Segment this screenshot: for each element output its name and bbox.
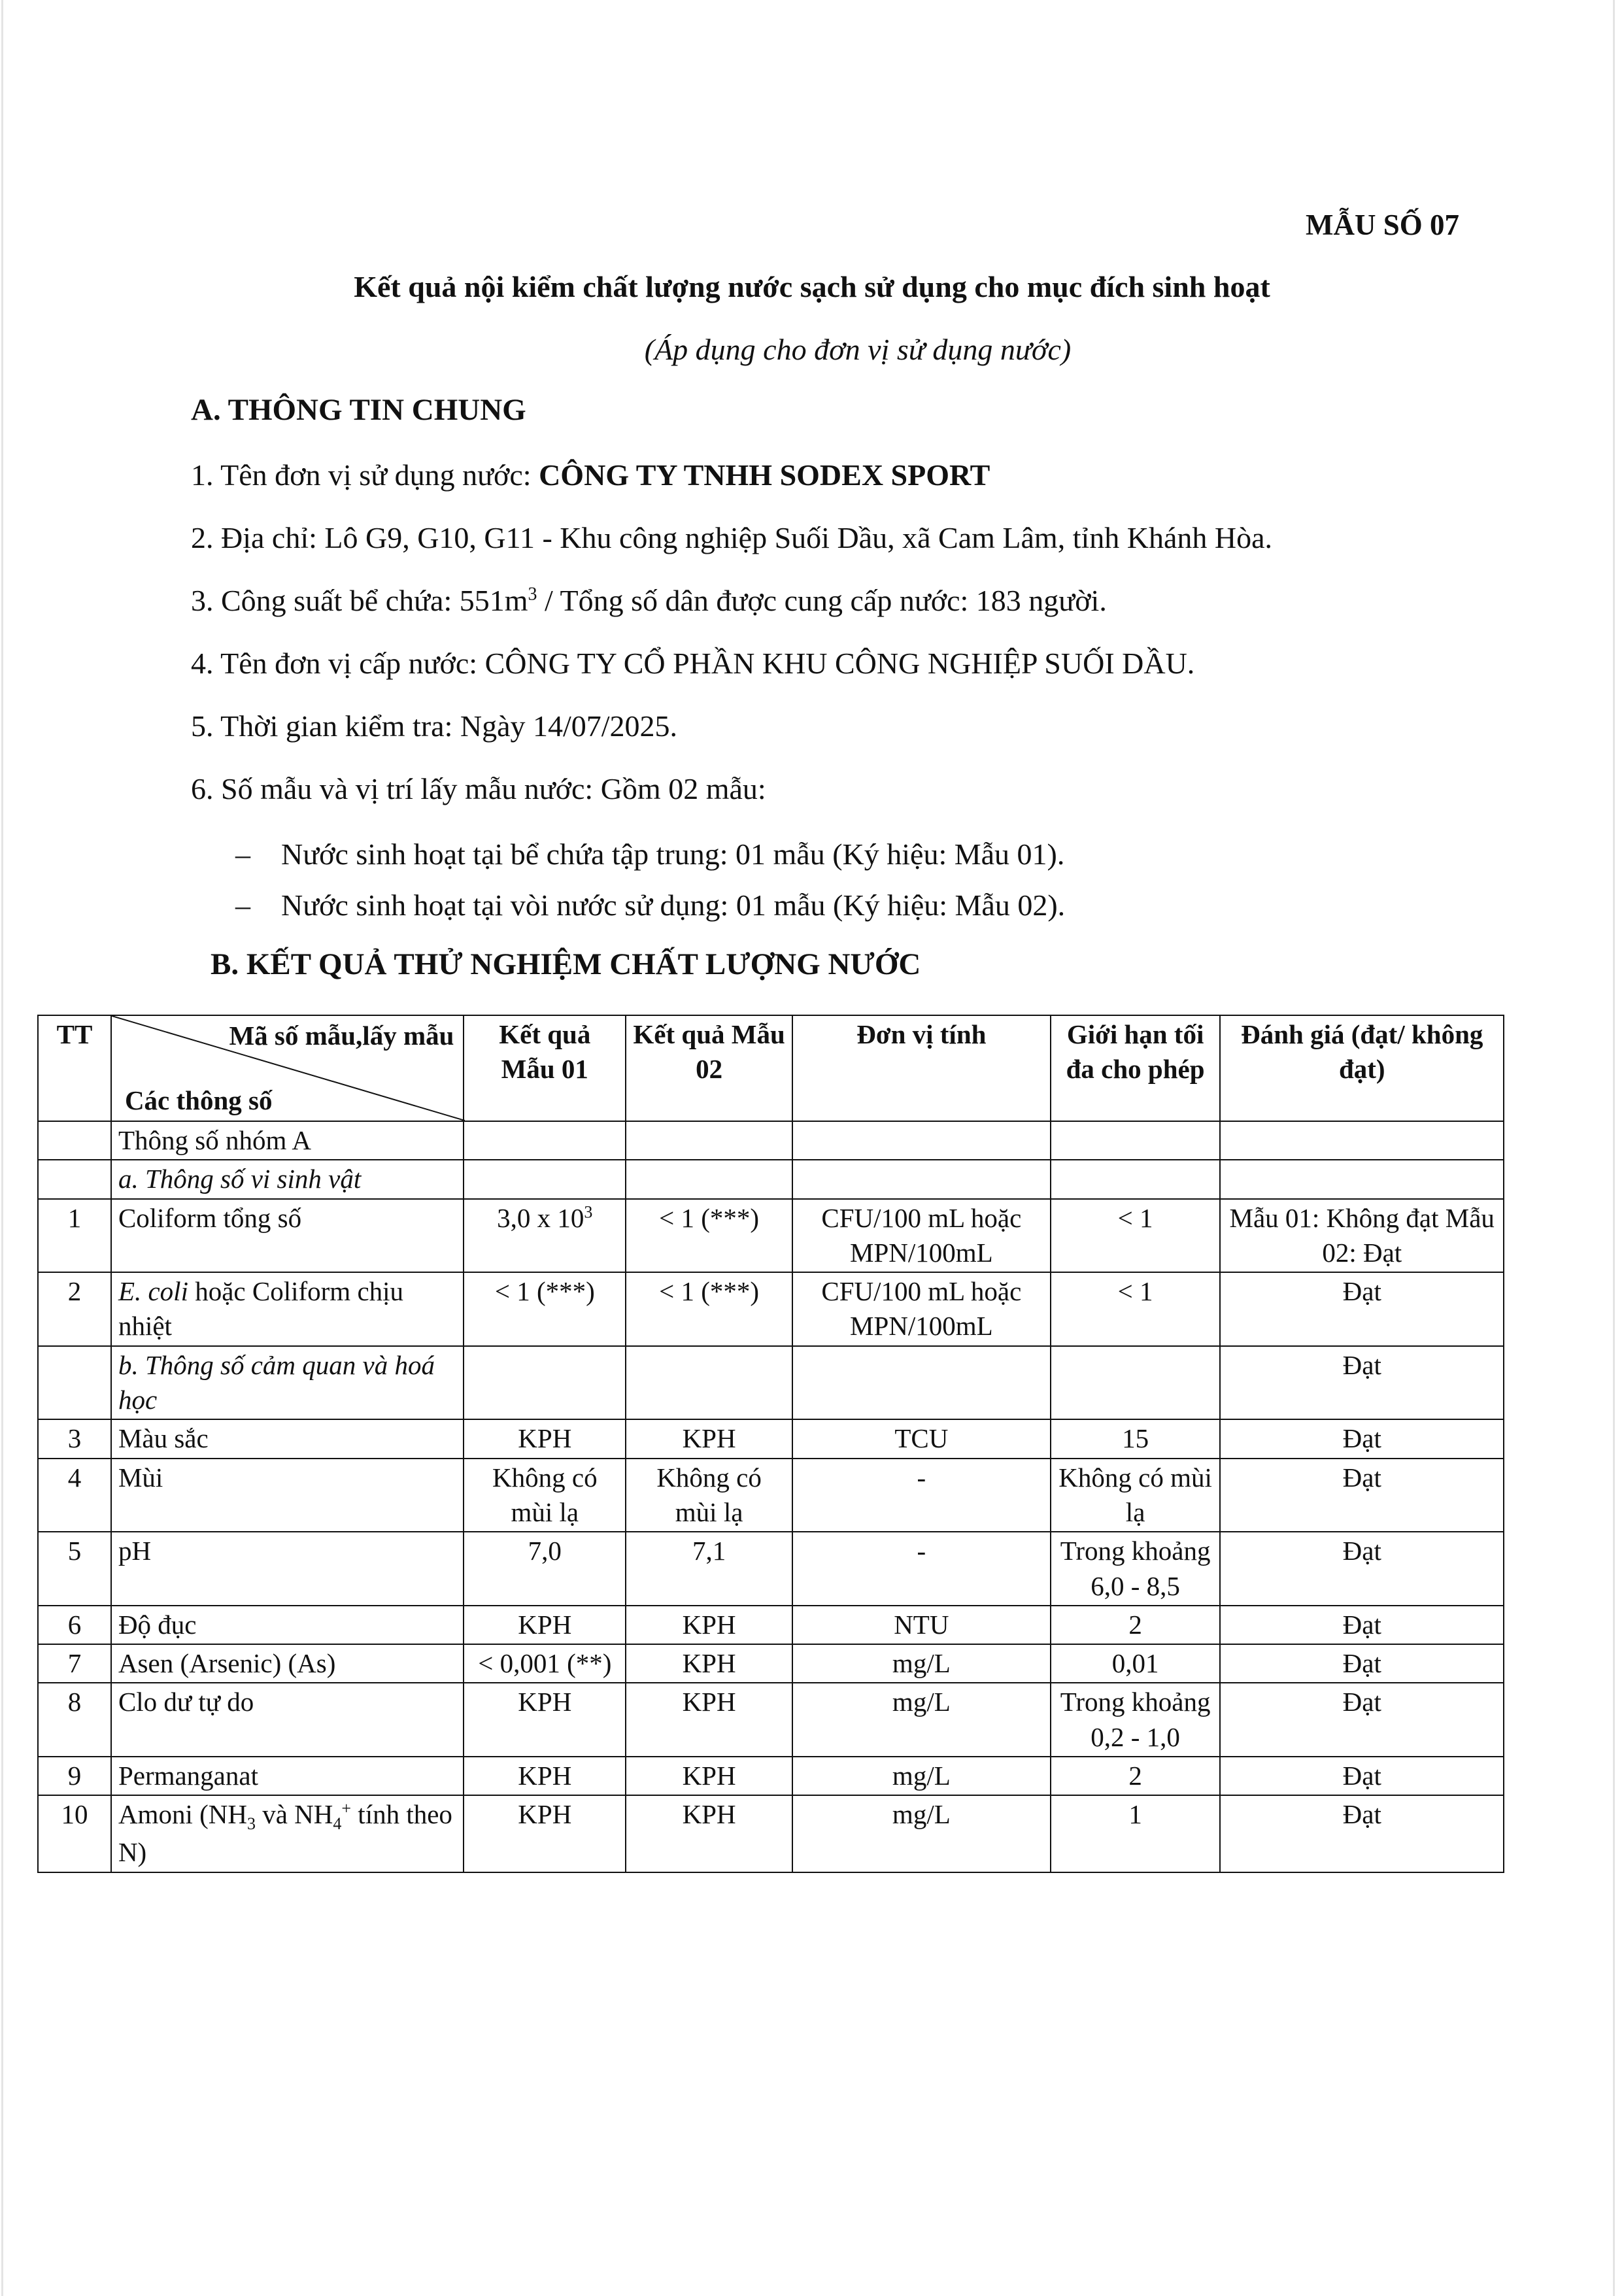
table-row — [38, 1346, 1504, 1420]
row-result-1: 7,0 — [464, 1532, 626, 1606]
capacity-prefix: 3. Công suất bể chứa: 551m — [191, 584, 528, 617]
row-evaluation: Đạt — [1220, 1272, 1504, 1346]
row-parameter — [111, 1795, 464, 1872]
row-unit: TCU — [792, 1419, 1051, 1458]
sample-bullet-1 — [235, 837, 1064, 871]
row-result-2: KPH — [626, 1419, 792, 1458]
row-result-2: KPH — [626, 1683, 792, 1757]
row-parameter: Mùi — [111, 1459, 464, 1532]
row-limit: 2 — [1051, 1757, 1221, 1795]
row-result-1: KPH — [464, 1683, 626, 1757]
row-result-2: Không có mùi lạ — [626, 1459, 792, 1532]
row-result-2: KPH — [626, 1606, 792, 1644]
row-unit: mg/L — [792, 1757, 1051, 1795]
table-row — [38, 1459, 1504, 1532]
table-row — [38, 1757, 1504, 1795]
row-unit: - — [792, 1532, 1051, 1606]
table-row — [38, 1121, 1504, 1160]
row-result-1 — [464, 1199, 626, 1273]
row-tt: 2 — [38, 1272, 111, 1346]
parameter-italic: E. coli — [118, 1276, 188, 1307]
subgroup-evaluation: Đạt — [1220, 1346, 1504, 1420]
row-unit: mg/L — [792, 1644, 1051, 1683]
row-tt: 8 — [38, 1683, 111, 1757]
row-unit: - — [792, 1459, 1051, 1532]
header-result-2: Kết quả Mẫu 02 — [626, 1015, 792, 1121]
info-address: 2. Địa chỉ: Lô G9, G10, G11 - Khu công nghiệp Suối Dầu, xã Cam Lâm, tỉnh Khánh Hòa. — [191, 521, 1273, 554]
row-evaluation: Đạt — [1220, 1683, 1504, 1757]
subgroup-sensory-chemical: b. Thông số cảm quan và hoá học — [111, 1346, 464, 1420]
row-limit: < 1 — [1051, 1199, 1221, 1273]
table-row — [38, 1606, 1504, 1644]
row-limit: Trong khoảng 0,2 - 1,0 — [1051, 1683, 1221, 1757]
row-result-1: < 0,001 (**) — [464, 1644, 626, 1683]
info-unit-name — [191, 458, 990, 492]
row-parameter: pH — [111, 1532, 464, 1606]
param-subscript: 4 — [333, 1814, 342, 1834]
document-subtitle: (Áp dụng cho đơn vị sử dụng nước) — [644, 333, 1072, 366]
row-unit: mg/L — [792, 1683, 1051, 1757]
row-parameter: Clo dư tự do — [111, 1683, 464, 1757]
row-tt: 5 — [38, 1532, 111, 1606]
row-evaluation: Mẫu 01: Không đạt Mẫu 02: Đạt — [1220, 1199, 1504, 1273]
param-part: tính theo N) — [118, 1799, 452, 1868]
row-unit: mg/L — [792, 1795, 1051, 1872]
row-limit: Trong khoảng 6,0 - 8,5 — [1051, 1532, 1221, 1606]
table-row — [38, 1419, 1504, 1458]
row-tt: 9 — [38, 1757, 111, 1795]
param-subscript: 3 — [246, 1814, 256, 1834]
row-tt: 3 — [38, 1419, 111, 1458]
param-superscript: + — [341, 1798, 352, 1818]
results-table — [37, 1015, 1504, 1873]
row-limit: 2 — [1051, 1606, 1221, 1644]
row-limit: < 1 — [1051, 1272, 1221, 1346]
param-part: Amoni (NH — [118, 1799, 247, 1830]
header-limit: Giới hạn tối đa cho phép — [1051, 1015, 1221, 1121]
header-sample-code: Mã số mẫu,lấy mẫu — [229, 1021, 454, 1051]
row-evaluation: Đạt — [1220, 1419, 1504, 1458]
row-limit: 15 — [1051, 1419, 1221, 1458]
row-evaluation: Đạt — [1220, 1757, 1504, 1795]
table-row — [38, 1644, 1504, 1683]
row-parameter: Độ đục — [111, 1606, 464, 1644]
row-evaluation: Đạt — [1220, 1532, 1504, 1606]
row-parameter — [111, 1272, 464, 1346]
row-result-1: KPH — [464, 1757, 626, 1795]
sample-bullet-2 — [235, 888, 1065, 922]
row-tt: 7 — [38, 1644, 111, 1683]
bullet-text: Nước sinh hoạt tại bể chứa tập trung: 01 mẫu (Ký hiệu: Mẫu 01). — [281, 837, 1065, 871]
header-parameters: Các thông số — [124, 1085, 273, 1115]
param-part: và NH — [255, 1799, 333, 1830]
capacity-suffix: / Tổng số dân được cung cấp nước: 183 người. — [537, 584, 1107, 617]
row-parameter: Coliform tổng số — [111, 1199, 464, 1273]
parameter-rest: hoặc Coliform chịu nhiệt — [118, 1276, 404, 1342]
info-supplier: 4. Tên đơn vị cấp nước: CÔNG TY CỔ PHẦN KHU CÔNG NGHIỆP SUỐI DẦU. — [191, 647, 1195, 680]
row-result-2: KPH — [626, 1644, 792, 1683]
header-diagonal-cell — [111, 1015, 464, 1121]
section-b-heading: B. KẾT QUẢ THỬ NGHIỆM CHẤT LƯỢNG NƯỚC — [211, 947, 921, 981]
bullet-text: Nước sinh hoạt tại vòi nước sử dụng: 01 mẫu (Ký hiệu: Mẫu 02). — [281, 888, 1066, 922]
header-evaluation: Đánh giá (đạt/ không đạt) — [1220, 1015, 1504, 1121]
row-limit: Không có mùi lạ — [1051, 1459, 1221, 1532]
header-tt: TT — [38, 1015, 111, 1121]
info-inspection-time: 5. Thời gian kiểm tra: Ngày 14/07/2025. — [191, 709, 678, 743]
row-limit: 1 — [1051, 1795, 1221, 1872]
row-unit: CFU/100 mL hoặc MPN/100mL — [792, 1272, 1051, 1346]
table-row — [38, 1272, 1504, 1346]
info-unit-value: CÔNG TY TNHH SODEX SPORT — [539, 458, 990, 492]
row-result-2: < 1 (***) — [626, 1272, 792, 1346]
row-evaluation: Đạt — [1220, 1606, 1504, 1644]
section-a-heading: A. THÔNG TIN CHUNG — [191, 393, 526, 427]
row-tt: 4 — [38, 1459, 111, 1532]
row-tt: 1 — [38, 1199, 111, 1273]
row-evaluation: Đạt — [1220, 1644, 1504, 1683]
group-a-label: Thông số nhóm A — [111, 1121, 464, 1160]
info-capacity — [191, 583, 1107, 618]
form-number: MẪU SỐ 07 — [1306, 209, 1459, 241]
row-result-1: KPH — [464, 1795, 626, 1872]
document-title: Kết quả nội kiểm chất lượng nước sạch sử dụng cho mục đích sinh hoạt — [354, 270, 1270, 303]
row-evaluation: Đạt — [1220, 1795, 1504, 1872]
row-parameter: Màu sắc — [111, 1419, 464, 1458]
row-result-1: < 1 (***) — [464, 1272, 626, 1346]
bullet-dash: – — [235, 837, 250, 871]
row-parameter: Asen (Arsenic) (As) — [111, 1644, 464, 1683]
table-row — [38, 1199, 1504, 1273]
row-parameter: Permanganat — [111, 1757, 464, 1795]
row-result-1: KPH — [464, 1419, 626, 1458]
row-limit: 0,01 — [1051, 1644, 1221, 1683]
row-evaluation: Đạt — [1220, 1459, 1504, 1532]
header-result-1: Kết quả Mẫu 01 — [464, 1015, 626, 1121]
row-result-2: 7,1 — [626, 1532, 792, 1606]
info-unit-label: 1. Tên đơn vị sử dụng nước: — [191, 458, 539, 492]
header-unit: Đơn vị tính — [792, 1015, 1051, 1121]
result-exponent: 3 — [584, 1202, 593, 1221]
row-result-1: KPH — [464, 1606, 626, 1644]
result-base: 3,0 x 10 — [497, 1202, 584, 1233]
table-row — [38, 1795, 1504, 1872]
bullet-dash: – — [235, 888, 250, 922]
row-result-2: < 1 (***) — [626, 1199, 792, 1273]
row-tt: 10 — [38, 1795, 111, 1872]
table-row — [38, 1683, 1504, 1757]
info-samples: 6. Số mẫu và vị trí lấy mẫu nước: Gồm 02 mẫu: — [191, 772, 766, 805]
row-unit: NTU — [792, 1606, 1051, 1644]
subgroup-microbial: a. Thông số vi sinh vật — [111, 1160, 464, 1198]
table-header-row — [38, 1015, 1504, 1121]
row-result-1: Không có mùi lạ — [464, 1459, 626, 1532]
row-tt: 6 — [38, 1606, 111, 1644]
row-unit: CFU/100 mL hoặc MPN/100mL — [792, 1199, 1051, 1273]
capacity-superscript: 3 — [528, 584, 537, 605]
table-row — [38, 1532, 1504, 1606]
table-row — [38, 1160, 1504, 1198]
row-result-2: KPH — [626, 1795, 792, 1872]
row-result-2: KPH — [626, 1757, 792, 1795]
